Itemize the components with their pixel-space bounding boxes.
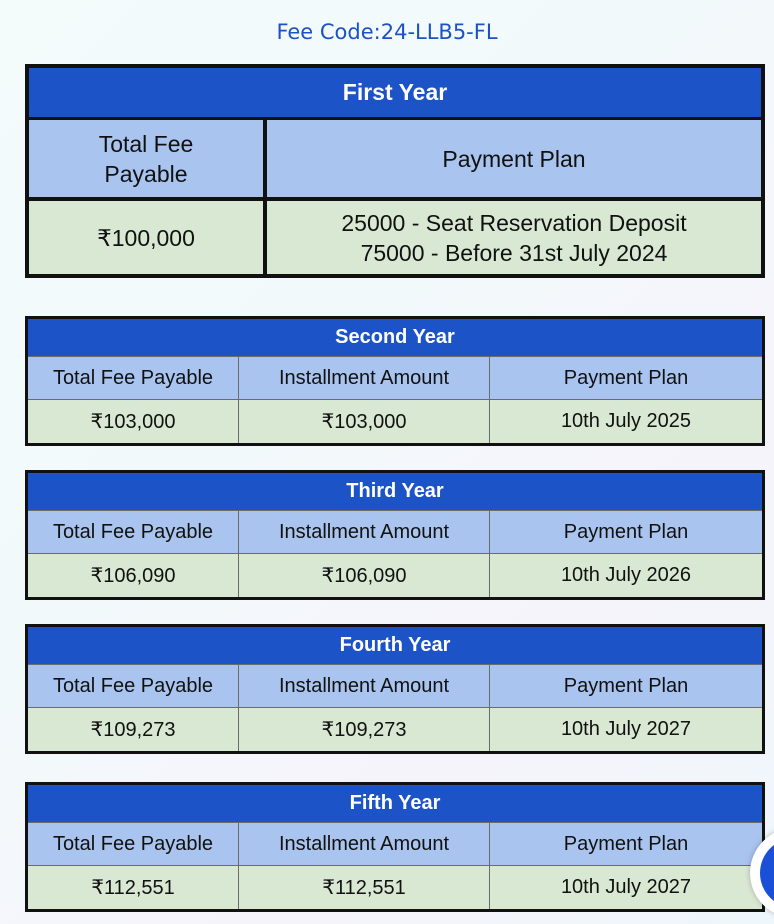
payment-plan-value: 10th July 2027: [490, 866, 762, 909]
total-fee-header: Total Fee Payable: [28, 511, 238, 553]
year-title: Fifth Year: [28, 785, 762, 822]
first-year-total-header: [29, 120, 263, 197]
first-year-plan-line-2: 75000 - Before 31st July 2024: [360, 239, 668, 266]
total-fee-value: ₹109,273: [28, 708, 238, 751]
installment-header: Installment Amount: [239, 357, 489, 399]
fourth-year-table: [25, 624, 765, 754]
installment-value: ₹112,551: [239, 866, 489, 909]
payment-plan-header: Payment Plan: [490, 357, 762, 399]
payment-plan-value: 10th July 2026: [490, 554, 762, 597]
first-year-total-header-text: Total Fee Payable: [98, 130, 194, 187]
first-year-table: [25, 64, 765, 278]
total-fee-value: ₹103,000: [28, 400, 238, 443]
total-fee-value: ₹112,551: [28, 866, 238, 909]
payment-plan-header: Payment Plan: [490, 511, 762, 553]
first-year-plan-value: [267, 201, 761, 274]
third-year-table: [25, 470, 765, 600]
chat-launcher-icon-inner: [760, 838, 774, 908]
installment-value: ₹109,273: [239, 708, 489, 751]
installment-value: ₹103,000: [239, 400, 489, 443]
payment-plan-value: 10th July 2027: [490, 708, 762, 751]
payment-plan-header: Payment Plan: [490, 823, 762, 865]
installment-header: Installment Amount: [239, 823, 489, 865]
total-fee-value: ₹106,090: [28, 554, 238, 597]
installment-header: Installment Amount: [239, 511, 489, 553]
first-year-title: First Year: [29, 68, 761, 117]
second-year-table: [25, 316, 765, 446]
year-title: Second Year: [28, 319, 762, 356]
year-title: Third Year: [28, 473, 762, 510]
payment-plan-header: Payment Plan: [490, 665, 762, 707]
first-year-total-value: ₹100,000: [29, 201, 263, 274]
installment-value: ₹106,090: [239, 554, 489, 597]
first-year-plan-line-1: 25000 - Seat Reservation Deposit: [341, 209, 687, 236]
total-fee-header: Total Fee Payable: [28, 357, 238, 399]
year-title: Fourth Year: [28, 627, 762, 664]
fee-code-title: Fee Code:24-LLB5-FL: [276, 20, 498, 44]
total-fee-header: Total Fee Payable: [28, 665, 238, 707]
payment-plan-value: 10th July 2025: [490, 400, 762, 443]
total-fee-header: Total Fee Payable: [28, 823, 238, 865]
fifth-year-table: [25, 782, 765, 912]
installment-header: Installment Amount: [239, 665, 489, 707]
first-year-plan-header: Payment Plan: [267, 120, 761, 197]
